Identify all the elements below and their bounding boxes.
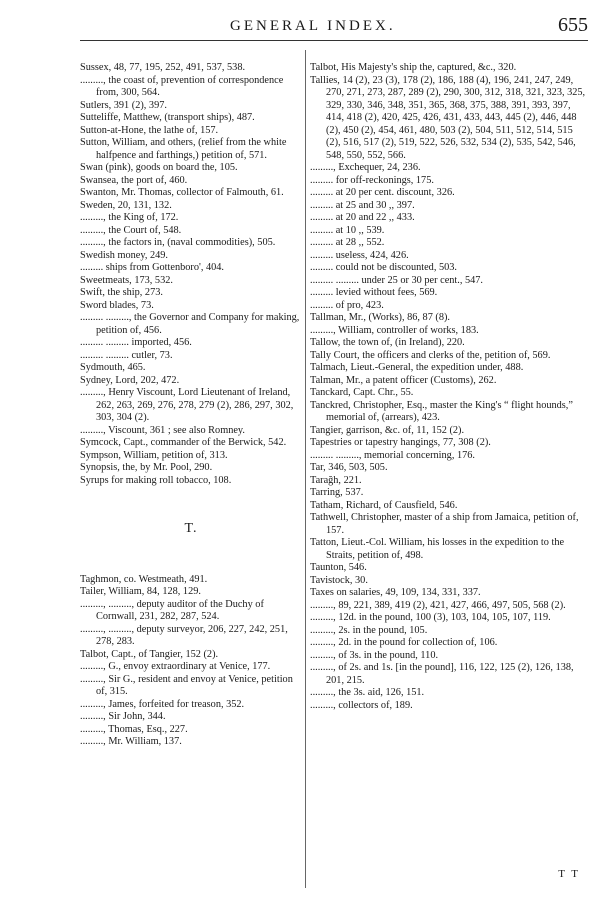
index-entry: ........., Sir John, 344. — [80, 711, 166, 722]
index-entry: Tapestries or tapestry hangings, 77, 308 (2). — [310, 437, 491, 448]
index-entry: Sweetmeats, 173, 532. — [80, 274, 173, 286]
index-entry: Talbot, Capt., of Tangier, 152 (2). — [80, 648, 219, 660]
index-entry: Tallow, the town of, (in Ireland), 220. — [310, 337, 465, 348]
index-entry: ......... of pro, 423. — [310, 299, 384, 311]
index-entry: ........., Sir G., resident and envoy at Venice, petition of, 315. — [80, 673, 293, 697]
index-entry: Sutton-at-Hone, the lathe of, 157. — [80, 124, 219, 136]
index-entry: ........., the factors in, (naval commodities), 505. — [80, 237, 276, 248]
index-entry: Sutteliffe, Matthew, (transport ships), 487. — [80, 112, 255, 123]
index-entry: Tatham, Richard, of Causfield, 546. — [310, 499, 458, 511]
index-entry: ........., William, controller of works, 183. — [310, 324, 479, 336]
signature-mark: T T — [558, 868, 580, 880]
index-entry: Tar, 346, 503, 505. — [310, 462, 388, 473]
index-entry: ........., G., envoy extraordinary at Venice, 177. — [80, 661, 271, 672]
page-header — [80, 14, 588, 41]
index-entry: Tatton, Lieut.-Col. William, his losses in the expedition to the Straits, petition of, 498. — [310, 537, 565, 561]
index-entry: Tathwell, Christopher, master of a ship from Jamaica, petition of, 157. — [310, 512, 579, 536]
index-entry: ........., collectors of, 189. — [310, 699, 413, 711]
index-entry: ........., the King of, 172. — [80, 212, 179, 223]
index-entry: Swan (pink), goods on board the, 105. — [80, 162, 238, 173]
index-entry: Swedish money, 249. — [80, 249, 168, 261]
index-entry: ........., the 3s. aid, 126, 151. — [310, 687, 425, 698]
index-entry: ......... ships from Gottenboro', 404. — [80, 262, 225, 273]
index-entry: ........., ........., deputy surveyor, 206, 227, 242, 251, 278, 283. — [80, 623, 288, 647]
index-entry: ......... could not be discounted, 503. — [310, 262, 457, 273]
index-entry: ........., 89, 221, 389, 419 (2), 421, 427, 466, 497, 505, 568 (2). — [310, 599, 566, 611]
index-entry: Swift, the ship, 273. — [80, 287, 163, 298]
index-entry: Talbot, His Majesty's ship the, captured, &c., 320. — [310, 62, 517, 73]
index-entry: ........., 2s. in the pound, 105. — [310, 624, 428, 636]
index-entry: ......... ......... cutler, 73. — [80, 349, 173, 361]
section-letter-t: T. — [184, 521, 198, 536]
index-entry: ........., 12d. in the pound, 100 (3), 103, 104, 105, 107, 119. — [310, 612, 551, 623]
index-entry: Sussex, 48, 77, 195, 252, 491, 537, 538. — [80, 62, 246, 73]
index-entry: Sydmouth, 465. — [80, 362, 146, 373]
index-entry: ........., Henry Viscount, Lord Lieutenant of Ireland, 262, 263, 269, 276, 278, 279 (2), 286, 297, 302, 303, 304 (2). — [80, 387, 294, 423]
index-entry: Taunton, 546. — [310, 562, 367, 573]
index-entry: ......... ........., memorial concerning, 176. — [310, 449, 476, 461]
index-entry: Tarağh, 221. — [310, 474, 362, 486]
index-entry: Syrups for making roll tobacco, 108. — [80, 474, 232, 486]
index-entry: ........., of 2s. and 1s. [in the pound], 116, 122, 125 (2), 126, 138, 201, 215. — [310, 662, 574, 686]
index-entry: Tavistock, 30. — [310, 574, 368, 586]
index-entry: ........., 2d. in the pound for collection of, 106. — [310, 637, 498, 648]
page-number: 655 — [558, 14, 588, 36]
index-entry: Swansea, the port of, 460. — [80, 174, 188, 186]
index-entry: ........., James, forfeited for treason, 352. — [80, 698, 245, 710]
index-entry: ........., Mr. William, 137. — [80, 736, 182, 747]
index-entry: Tangier, garrison, &c. of, 11, 152 (2). — [310, 424, 465, 436]
index-entry: ......... at 20 and 22 ,, 433. — [310, 212, 415, 223]
index-entry: Tallies, 14 (2), 23 (3), 178 (2), 186, 188 (4), 196, 241, 247, 249, 270, 271, 273, 287, 289 (2), 290, 300, 312, 318, 321, 323, 325, 329, 330, 346, 348, 351, 365, 368, 375, 388, 391, 393, 397, 414, 418 (2), 420, 425, 426, 431, 433, 443, 445 (2), 446, 448 (2), 450 (2), 454, 461, 480, 503 (2), 504, 511, 512, 514, 515 (2), 516, 517 (2), 519, 522, 526, 532, 534 (2), 535, 542, 546, 548, 550, 552, 566. — [310, 74, 586, 161]
index-entry: Taxes on salaries, 49, 109, 134, 331, 337. — [310, 587, 481, 598]
index-entry: ......... levied without fees, 569. — [310, 287, 438, 298]
right-column — [310, 62, 588, 712]
index-entry: ......... at 25 and 30 ,, 397. — [310, 199, 415, 211]
index-list-t — [80, 574, 302, 749]
index-entry: ......... useless, 424, 426. — [310, 249, 409, 261]
index-entry: Taghmon, co. Westmeath, 491. — [80, 573, 208, 585]
index-entry: Tally Court, the officers and clerks of the, petition of, 569. — [310, 349, 551, 361]
left-column — [80, 62, 302, 749]
index-list-right — [310, 62, 588, 712]
index-entry: Tanckard, Capt. Chr., 55. — [310, 387, 414, 398]
index-entry: ......... at 10 ,, 539. — [310, 224, 385, 236]
index-entry: ........., Viscount, 361 ; see also Romney. — [80, 424, 245, 436]
index-entry: ........., Exchequer, 24, 236. — [310, 162, 421, 173]
index-entry: Tanckred, Christopher, Esq., master the King's “ flight hounds,” memorial of, (arrears), 423. — [310, 399, 573, 423]
index-entry: ......... at 28 ,, 552. — [310, 237, 385, 248]
index-entry: ......... ........., the Governor and Company for making, petition of, 456. — [80, 312, 300, 336]
index-entry: ......... ......... imported, 456. — [80, 337, 192, 348]
index-entry: Symcock, Capt., commander of the Berwick, 542. — [80, 437, 287, 448]
index-entry: Sutlers, 391 (2), 397. — [80, 99, 167, 111]
index-entry: ........., the coast of, prevention of correspondence from, 300, 564. — [80, 74, 284, 98]
index-entry: Sydney, Lord, 202, 472. — [80, 374, 180, 386]
index-entry: ........., the Court of, 548. — [80, 224, 182, 236]
index-entry: Sweden, 20, 131, 132. — [80, 199, 172, 211]
index-entry: Talmach, Lieut.-General, the expedition under, 488. — [310, 362, 524, 373]
index-entry: Sword blades, 73. — [80, 299, 154, 311]
index-entry: Synopsis, the, by Mr. Pool, 290. — [80, 462, 213, 473]
index-entry: Talman, Mr., a patent officer (Customs), 262. — [310, 374, 497, 386]
index-entry: ......... at 20 per cent. discount, 326. — [310, 187, 455, 198]
index-entry: Tailer, William, 84, 128, 129. — [80, 586, 201, 597]
index-list-s — [80, 62, 302, 487]
index-entry: Swanton, Mr. Thomas, collector of Falmouth, 61. — [80, 187, 284, 198]
index-entry: ......... for off-reckonings, 175. — [310, 174, 434, 186]
index-entry: Tarring, 537. — [310, 487, 364, 498]
index-entry: Sympson, William, petition of, 313. — [80, 449, 228, 461]
index-entry: ........., ........., deputy auditor of the Duchy of Cornwall, 231, 282, 287, 524. — [80, 598, 264, 622]
index-entry: Sutton, William, and others, (relief from the white halfpence and farthings,) petition of, 571. — [80, 137, 287, 161]
index-entry: ........., Thomas, Esq., 227. — [80, 723, 188, 735]
index-entry: Tallman, Mr., (Works), 86, 87 (8). — [310, 312, 451, 323]
index-entry: ........., of 3s. in the pound, 110. — [310, 649, 439, 661]
page-title: GENERAL INDEX. — [230, 18, 396, 34]
index-entry: ......... ......... under 25 or 30 per cent., 547. — [310, 274, 484, 286]
column-divider — [305, 50, 306, 888]
